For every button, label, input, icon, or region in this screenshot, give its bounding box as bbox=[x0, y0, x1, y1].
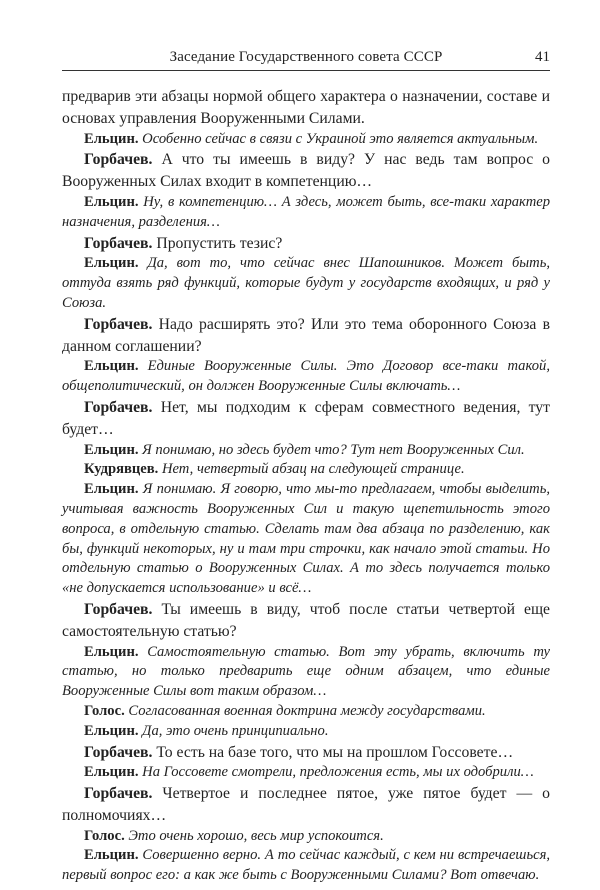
transcript-paragraph bbox=[62, 763, 550, 783]
speech-text: Особенно сейчас в связи с Украиной это является актуальным. bbox=[142, 130, 539, 147]
page-number: 41 bbox=[535, 49, 550, 65]
speech-text: Я понимаю. Я говорю, что мы-то предлагаем, чтобы выделить, учитывая важность Вооруженных Сил и такую щепетильность этого вопроса, в отдельную статью. Сделать там два абзаца по разделению, как бы, функций некоторых, ну и там три строчки, как начало этой статьи. Но отдельную статью о Вооруженных Силах. А то здесь получается только «не допускается использование» и всё… bbox=[62, 481, 550, 597]
transcript-paragraph bbox=[62, 599, 550, 643]
speaker-name: Горбачев. bbox=[84, 151, 153, 169]
speech-text: Четвертое и последнее пятое, уже пятое будет — о полномочиях… bbox=[62, 785, 550, 824]
speech-text: Я понимаю, но здесь будет что? Тут нет Вооруженных Сил. bbox=[142, 441, 525, 458]
transcript-paragraph bbox=[62, 254, 550, 313]
speaker-name: Горбачев. bbox=[84, 600, 153, 618]
transcript-paragraph bbox=[62, 460, 550, 480]
speaker-name: Ельцин. bbox=[84, 441, 139, 458]
speech-text: Нет, четвертый абзац на следующей странице. bbox=[161, 461, 465, 478]
speech-text: На Госсовете смотрели, предложения есть, мы их одобрили… bbox=[142, 764, 534, 781]
transcript-paragraph bbox=[62, 783, 550, 827]
transcript-paragraph bbox=[62, 149, 550, 193]
transcript-body bbox=[62, 86, 550, 886]
transcript-paragraph bbox=[62, 130, 550, 150]
transcript-paragraph bbox=[62, 742, 550, 764]
speech-text: А что ты имеешь в виду? У нас ведь там вопрос о Вооруженных Силах входит в компетенцию… bbox=[62, 151, 550, 191]
transcript-paragraph bbox=[62, 314, 550, 358]
transcript-paragraph bbox=[62, 643, 550, 702]
transcript-paragraph bbox=[62, 722, 550, 742]
speech-text: Ты имеешь в виду, чтоб после статьи четвертой еще самостоятельную статью? bbox=[62, 600, 550, 640]
speaker-name: Горбачев. bbox=[84, 234, 153, 252]
speaker-name: Ельцин. bbox=[84, 764, 139, 781]
speaker-name: Ельцин. bbox=[84, 255, 139, 272]
transcript-paragraph bbox=[62, 86, 550, 130]
speech-text: Нет, мы подходим к сферам совместного ведения, тут будет… bbox=[62, 398, 551, 438]
speaker-name: Горбачев. bbox=[84, 398, 153, 416]
transcript-paragraph bbox=[62, 397, 550, 441]
transcript-paragraph bbox=[62, 441, 550, 461]
transcript-paragraph bbox=[62, 480, 550, 599]
speech-text: Самостоятельную статью. Вот эту убрать, включить ту статью, но только предварить еще одним абзацем, что единые Вооруженные Силы вот таким образом… bbox=[62, 643, 550, 700]
speaker-name: Голос. bbox=[84, 702, 125, 719]
speech-text: Это очень хорошо, весь мир успокоится. bbox=[128, 827, 384, 844]
speaker-name: Ельцин. bbox=[84, 847, 139, 864]
speech-text: Единые Вооруженные Силы. Это Договор все-таки такой, общеполитический, он должен Вооруженные Силы включать… bbox=[62, 358, 550, 395]
speaker-name: Горбачев. bbox=[84, 315, 153, 333]
speaker-name: Кудрявцев. bbox=[84, 461, 159, 478]
speech-text: Да, это очень принципиально. bbox=[142, 722, 329, 739]
speech-text: Ну, в компетенцию… А здесь, может быть, все-таки характер назначения, разделения… bbox=[62, 193, 551, 230]
speaker-name: Ельцин. bbox=[84, 643, 139, 660]
transcript-paragraph bbox=[62, 193, 550, 233]
transcript-paragraph bbox=[62, 357, 550, 397]
running-header bbox=[62, 48, 550, 71]
speaker-name: Ельцин. bbox=[84, 358, 139, 375]
speaker-name: Ельцин. bbox=[84, 193, 139, 210]
transcript-paragraph bbox=[62, 233, 550, 255]
speech-text: Согласованная военная доктрина между государствами. bbox=[128, 702, 486, 719]
speech-text: Да, вот то, что сейчас внес Шапошников. Может быть, оттуда взять ряд функций, которые будут у государств входящих, и ряд у Союза. bbox=[62, 255, 550, 311]
speaker-name: Ельцин. bbox=[84, 722, 139, 739]
transcript-paragraph bbox=[62, 702, 550, 722]
transcript-paragraph bbox=[62, 827, 550, 847]
speaker-name: Ельцин. bbox=[84, 481, 139, 498]
speech-text: предварив эти абзацы нормой общего характера о назначении, составе и основах управления Вооруженными Силами. bbox=[62, 88, 550, 127]
speaker-name: Ельцин. bbox=[84, 130, 139, 147]
speech-text: Пропустить тезис? bbox=[156, 234, 283, 252]
transcript-paragraph bbox=[62, 846, 550, 886]
speaker-name: Голос. bbox=[84, 827, 125, 844]
speaker-name: Горбачев. bbox=[84, 785, 153, 803]
speech-text: Надо расширять это? Или это тема оборонного Союза в данном соглашении? bbox=[62, 315, 550, 355]
speaker-name: Горбачев. bbox=[84, 743, 153, 761]
running-header-title: Заседание Государственного совета СССР bbox=[169, 49, 443, 65]
speech-text: Совершенно верно. А то сейчас каждый, с кем ни встречаешься, первый вопрос его: а как же быть с Вооруженными Силами? Вот отвечаю. bbox=[62, 847, 550, 884]
speech-text: То есть на базе того, что мы на прошлом Госсовете… bbox=[156, 743, 514, 761]
